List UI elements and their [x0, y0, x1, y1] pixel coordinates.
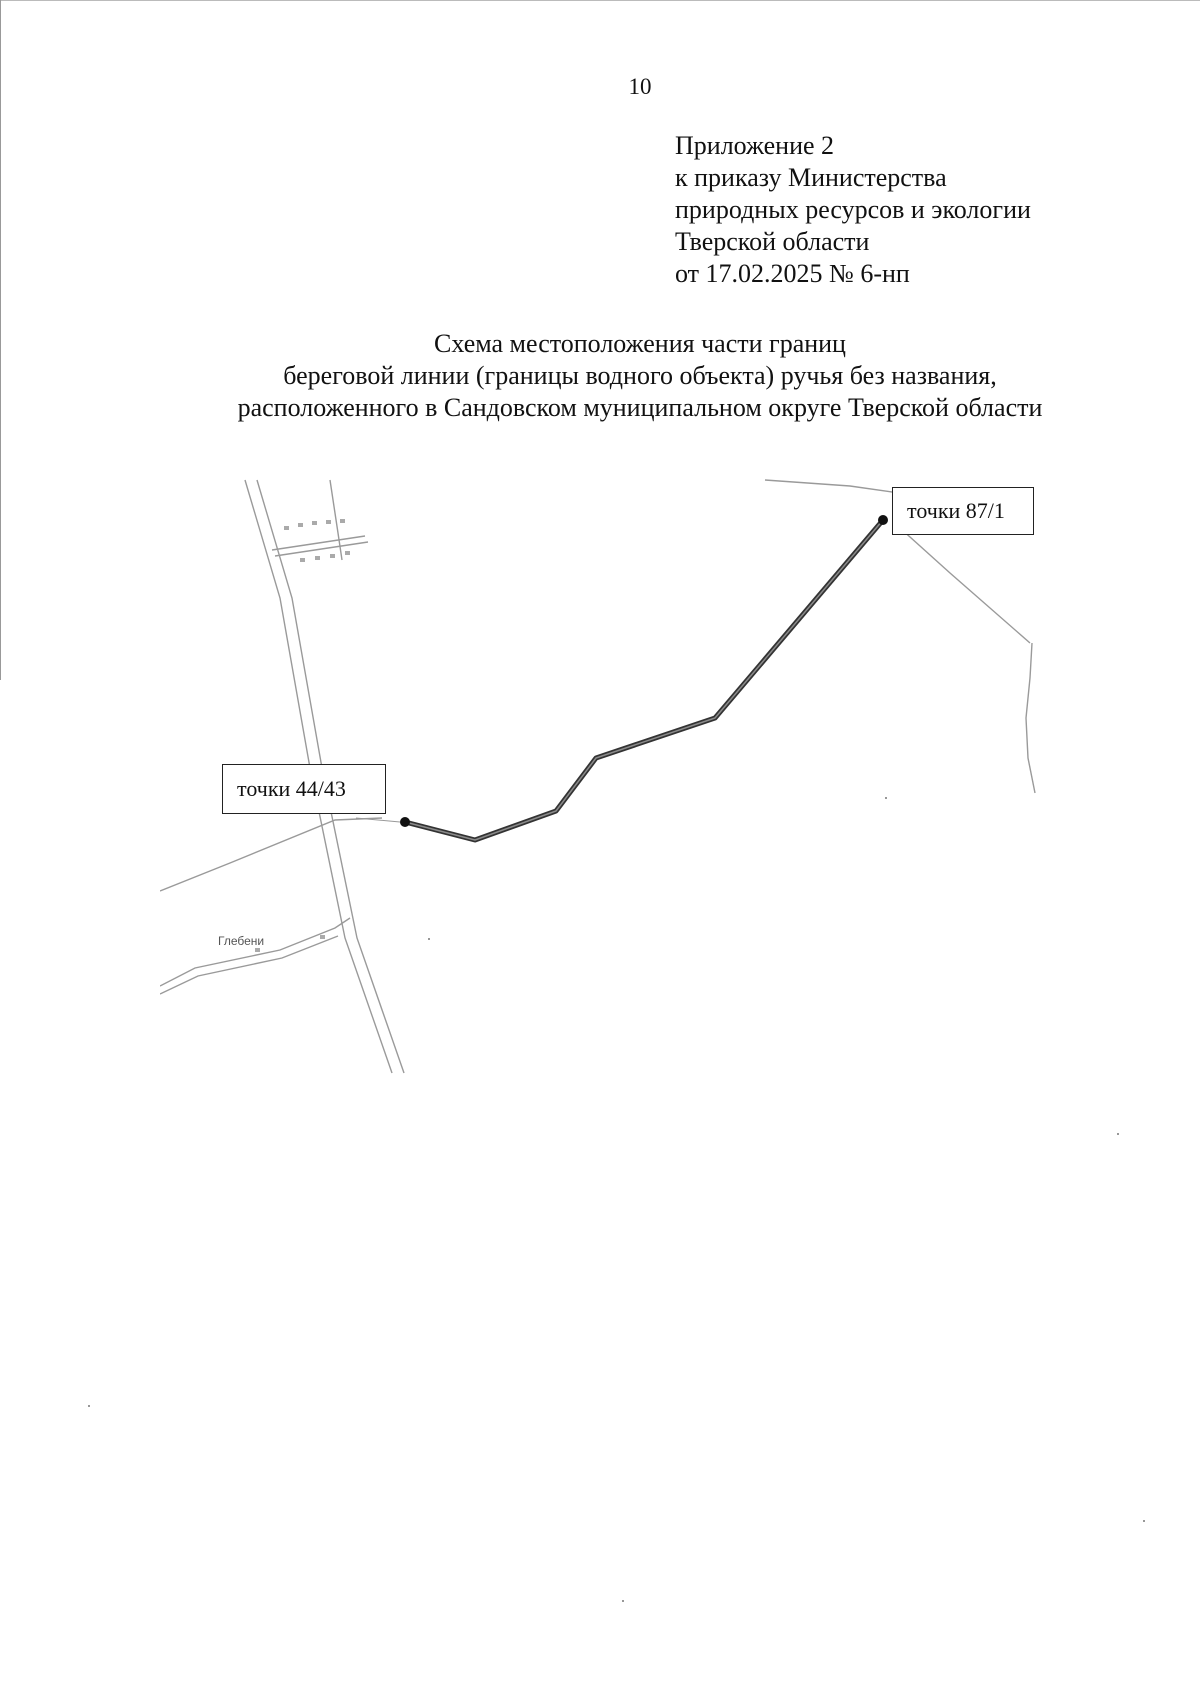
- scan-speck: [622, 1600, 624, 1602]
- appendix-line: Приложение 2: [675, 131, 835, 160]
- building-mark: [340, 519, 345, 523]
- scan-edge-top: [0, 0, 1200, 1]
- callout-start-points: точки 44/43: [222, 764, 386, 814]
- appendix-line: к приказу Министерства: [675, 163, 947, 192]
- end-point-marker: [878, 515, 888, 525]
- building-mark: [315, 556, 320, 560]
- scan-speck: [1143, 1520, 1145, 1522]
- appendix-line: природных ресурсов и экологии: [675, 195, 1031, 224]
- building-mark: [312, 521, 317, 525]
- building-mark: [255, 948, 260, 952]
- building-mark: [326, 520, 331, 524]
- scan-speck: [1117, 1133, 1119, 1135]
- building-mark: [298, 523, 303, 527]
- place-label-glebeni: Глебени: [218, 934, 265, 948]
- scan-speck: [88, 1405, 90, 1407]
- stream-boundary-highlight: [405, 520, 883, 840]
- road-line: [1026, 643, 1035, 793]
- document-heading: [0, 328, 1200, 424]
- appendix-block: [675, 130, 1031, 290]
- road-line: [275, 542, 368, 556]
- settlement-blocks: [255, 519, 350, 952]
- building-mark: [284, 526, 289, 530]
- building-mark: [345, 551, 350, 555]
- stream-boundary-line: [405, 520, 883, 840]
- appendix-line: Тверской области: [675, 227, 870, 256]
- road-line: [160, 818, 382, 891]
- start-point-marker: [400, 817, 410, 827]
- heading-line: расположенного в Сандовском муниципальном округе Тверской области: [237, 393, 1043, 422]
- appendix-line: от 17.02.2025 № 6-нп: [675, 259, 910, 288]
- road-line: [272, 536, 365, 550]
- page-number: 10: [628, 74, 652, 99]
- road-line: [900, 528, 1030, 643]
- building-mark: [320, 935, 325, 939]
- heading-line: береговой линии (границы водного объекта) ручья без названия,: [283, 361, 997, 390]
- scan-speck: [428, 938, 430, 940]
- building-mark: [330, 554, 335, 558]
- building-mark: [300, 558, 305, 562]
- scan-speck: [885, 797, 887, 799]
- heading-line: Схема местоположения части границ: [434, 329, 846, 358]
- callout-end-points: точки 87/1: [892, 487, 1034, 535]
